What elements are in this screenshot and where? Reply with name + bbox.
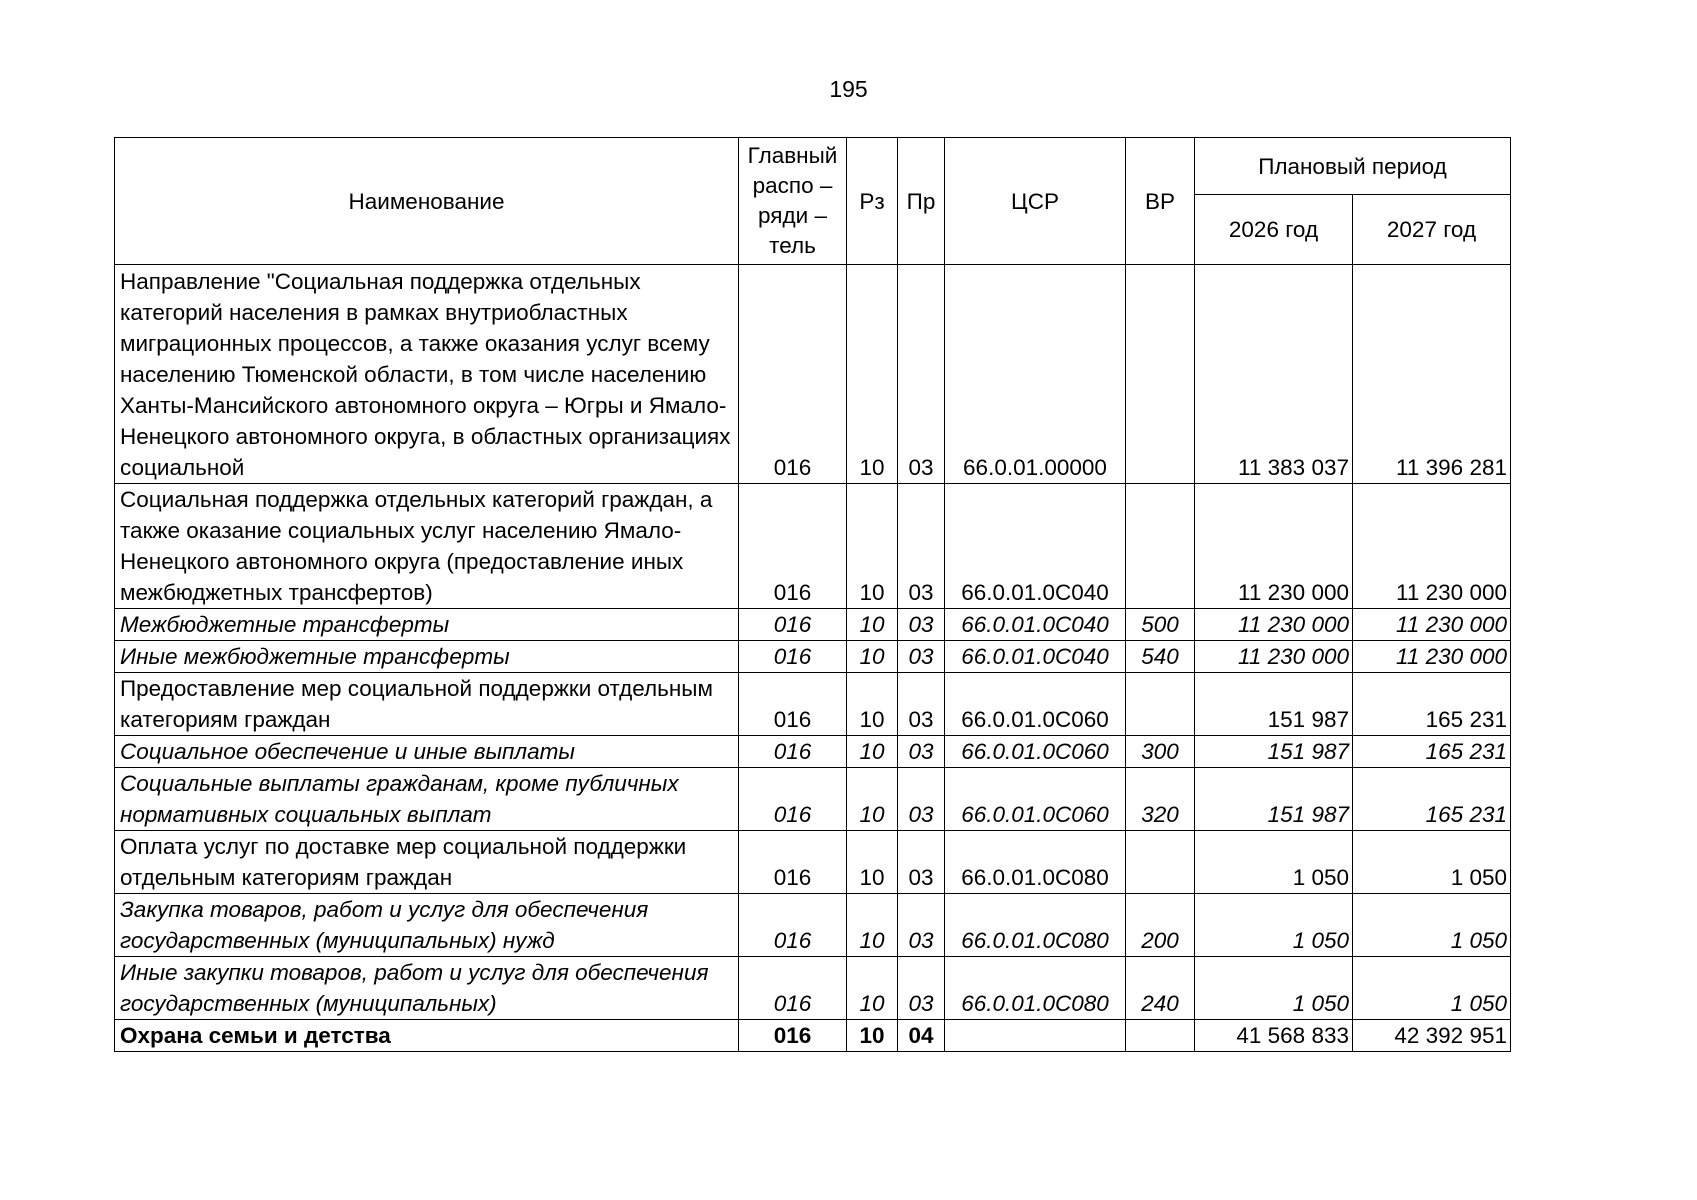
cell-gr: 016	[739, 265, 847, 484]
cell-rz: 10	[847, 265, 898, 484]
cell-name: Направление "Социальная поддержка отдельных категорий населения в рамках внутриобластных миграционных процессов, а также оказания услуг всему населению Тюменской области, в том числе населению Ханты-Мансийского автономного округа – Югры и Ямало-Ненецкого автономного округа, в областных организациях социальной	[115, 265, 739, 484]
cell-csr: 66.0.01.0С060	[945, 736, 1126, 768]
header-vr: ВР	[1126, 138, 1195, 265]
cell-csr: 66.0.01.0С080	[945, 831, 1126, 894]
cell-csr: 66.0.01.0С060	[945, 673, 1126, 736]
cell-2026: 1 050	[1195, 957, 1353, 1020]
cell-pr: 03	[898, 265, 945, 484]
cell-name: Социальная поддержка отдельных категорий граждан, а также оказание социальных услуг населению Ямало-Ненецкого автономного округа (предоставление иных межбюджетных трансфертов)	[115, 484, 739, 609]
cell-2027: 1 050	[1353, 894, 1511, 957]
cell-rz: 10	[847, 957, 898, 1020]
cell-name: Закупка товаров, работ и услуг для обеспечения государственных (муниципальных) нужд	[115, 894, 739, 957]
budget-table	[114, 137, 1511, 1052]
page-number: 195	[829, 76, 868, 102]
cell-rz: 10	[847, 609, 898, 641]
cell-csr	[945, 1020, 1126, 1052]
cell-name: Социальные выплаты гражданам, кроме публичных нормативных социальных выплат	[115, 768, 739, 831]
cell-pr: 03	[898, 609, 945, 641]
cell-gr: 016	[739, 1020, 847, 1052]
cell-pr: 03	[898, 768, 945, 831]
cell-name: Межбюджетные трансферты	[115, 609, 739, 641]
cell-rz: 10	[847, 894, 898, 957]
cell-2026: 151 987	[1195, 673, 1353, 736]
cell-2026: 1 050	[1195, 831, 1353, 894]
cell-vr: 320	[1126, 768, 1195, 831]
header-csr: ЦСР	[945, 138, 1126, 265]
header-year-2027: 2027 год	[1353, 195, 1511, 265]
table-body	[115, 265, 1511, 1052]
cell-gr: 016	[739, 484, 847, 609]
cell-pr: 03	[898, 957, 945, 1020]
table-row	[115, 1020, 1511, 1052]
cell-gr: 016	[739, 894, 847, 957]
cell-csr: 66.0.01.0С080	[945, 957, 1126, 1020]
cell-pr: 03	[898, 736, 945, 768]
cell-vr	[1126, 1020, 1195, 1052]
cell-vr: 300	[1126, 736, 1195, 768]
cell-2027: 42 392 951	[1353, 1020, 1511, 1052]
cell-gr: 016	[739, 641, 847, 673]
cell-2026: 11 230 000	[1195, 609, 1353, 641]
cell-pr: 03	[898, 641, 945, 673]
cell-2026: 151 987	[1195, 736, 1353, 768]
cell-pr: 03	[898, 894, 945, 957]
header-year-2026: 2026 год	[1195, 195, 1353, 265]
table-row	[115, 484, 1511, 609]
cell-2026: 151 987	[1195, 768, 1353, 831]
header-planned-period: Плановый период	[1195, 138, 1511, 195]
table-row	[115, 736, 1511, 768]
cell-2027: 165 231	[1353, 673, 1511, 736]
cell-name: Иные закупки товаров, работ и услуг для обеспечения государственных (муниципальных)	[115, 957, 739, 1020]
cell-rz: 10	[847, 641, 898, 673]
cell-csr: 66.0.01.0С040	[945, 641, 1126, 673]
cell-gr: 016	[739, 609, 847, 641]
cell-name: Охрана семьи и детства	[115, 1020, 739, 1052]
cell-name: Иные межбюджетные трансферты	[115, 641, 739, 673]
table-row	[115, 831, 1511, 894]
cell-vr	[1126, 673, 1195, 736]
cell-2027: 1 050	[1353, 831, 1511, 894]
header-name: Наименование	[115, 138, 739, 265]
cell-rz: 10	[847, 484, 898, 609]
cell-2027: 1 050	[1353, 957, 1511, 1020]
cell-vr	[1126, 484, 1195, 609]
cell-csr: 66.0.01.0С080	[945, 894, 1126, 957]
cell-2027: 165 231	[1353, 768, 1511, 831]
cell-vr: 540	[1126, 641, 1195, 673]
cell-rz: 10	[847, 673, 898, 736]
cell-pr: 03	[898, 484, 945, 609]
cell-pr: 04	[898, 1020, 945, 1052]
cell-gr: 016	[739, 768, 847, 831]
cell-vr: 500	[1126, 609, 1195, 641]
cell-csr: 66.0.01.0С040	[945, 609, 1126, 641]
cell-gr: 016	[739, 673, 847, 736]
cell-gr: 016	[739, 831, 847, 894]
cell-2026: 11 230 000	[1195, 641, 1353, 673]
cell-2027: 11 230 000	[1353, 641, 1511, 673]
cell-2026: 41 568 833	[1195, 1020, 1353, 1052]
cell-rz: 10	[847, 831, 898, 894]
table-header	[115, 138, 1511, 265]
table-row	[115, 957, 1511, 1020]
cell-rz: 10	[847, 1020, 898, 1052]
cell-pr: 03	[898, 673, 945, 736]
header-pr: Пр	[898, 138, 945, 265]
cell-vr: 240	[1126, 957, 1195, 1020]
table-row	[115, 894, 1511, 957]
cell-name: Оплата услуг по доставке мер социальной поддержки отдельным категориям граждан	[115, 831, 739, 894]
cell-rz: 10	[847, 768, 898, 831]
cell-csr: 66.0.01.0С040	[945, 484, 1126, 609]
cell-pr: 03	[898, 831, 945, 894]
header-rz: Рз	[847, 138, 898, 265]
cell-2027: 11 230 000	[1353, 609, 1511, 641]
cell-gr: 016	[739, 957, 847, 1020]
table-row	[115, 265, 1511, 484]
cell-name: Предоставление мер социальной поддержки отдельным категориям граждан	[115, 673, 739, 736]
cell-vr	[1126, 265, 1195, 484]
cell-rz: 10	[847, 736, 898, 768]
cell-name: Социальное обеспечение и иные выплаты	[115, 736, 739, 768]
cell-2026: 11 230 000	[1195, 484, 1353, 609]
cell-2027: 165 231	[1353, 736, 1511, 768]
cell-2027: 11 396 281	[1353, 265, 1511, 484]
cell-gr: 016	[739, 736, 847, 768]
table-row	[115, 641, 1511, 673]
table-row	[115, 768, 1511, 831]
cell-2026: 1 050	[1195, 894, 1353, 957]
cell-vr: 200	[1126, 894, 1195, 957]
cell-2027: 11 230 000	[1353, 484, 1511, 609]
cell-vr	[1126, 831, 1195, 894]
table-row	[115, 609, 1511, 641]
cell-csr: 66.0.01.00000	[945, 265, 1126, 484]
table-row	[115, 673, 1511, 736]
header-gr: Главный распо – ряди – тель	[739, 138, 847, 265]
cell-csr: 66.0.01.0С060	[945, 768, 1126, 831]
cell-2026: 11 383 037	[1195, 265, 1353, 484]
